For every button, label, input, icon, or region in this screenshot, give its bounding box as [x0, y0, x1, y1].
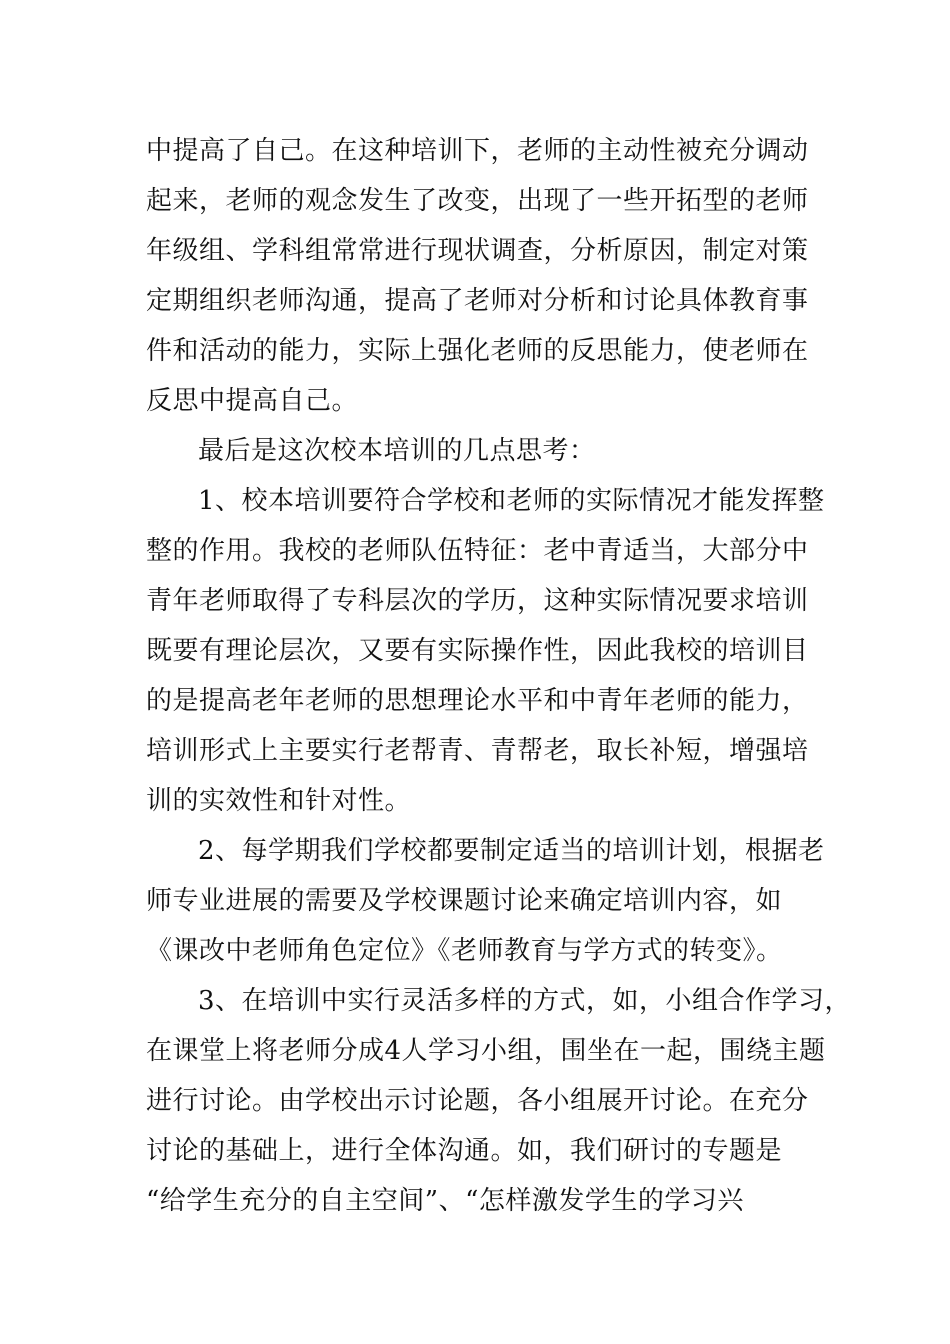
text-line: 培训形式上主要实行老帮青、青帮老，取长补短，增强培 — [146, 736, 809, 766]
text-line: 讨论的基础上，进行全体沟通。如，我们研讨的专题是 — [146, 1136, 783, 1166]
text-line: 《课改中老师角色定位》《老师教育与学方式的转变》。 — [146, 936, 783, 966]
text-line: 青年老师取得了专科层次的学历，这种实际情况要求培训 — [146, 586, 809, 616]
text-line: 起来，老师的观念发生了改变，出现了一些开拓型的老师 — [146, 186, 809, 216]
text-line: 既要有理论层次，又要有实际操作性，因此我校的培训目 — [146, 636, 809, 666]
text-line: 中提高了自己。在这种培训下，老师的主动性被充分调动 — [146, 136, 809, 166]
document-body — [146, 126, 852, 1226]
paragraph-heading: 最后是这次校本培训的几点思考： — [198, 436, 596, 466]
text-line: 在课堂上将老师分成4人学习小组，围坐在一起，围绕主题 — [146, 1036, 826, 1066]
text-line: 训的实效性和针对性。 — [146, 786, 412, 816]
text-line: 整的作用。我校的老师队伍特征：老中青适当，大部分中 — [146, 536, 809, 566]
text-line: 2、每学期我们学校都要制定适当的培训计划，根据老 — [198, 836, 825, 866]
text-line: 年级组、学科组常常进行现状调查，分析原因，制定对策 — [146, 236, 809, 266]
text-line: 进行讨论。由学校出示讨论题，各小组展开讨论。在充分 — [146, 1086, 809, 1116]
text-line: 定期组织老师沟通，提高了老师对分析和讨论具体教育事 — [146, 286, 809, 316]
text-line: “给学生充分的自主空间”、“怎样激发学生的学习兴 — [146, 1186, 744, 1216]
text-line: 3、在培训中实行灵活多样的方式，如，小组合作学习， — [198, 986, 852, 1016]
text-line: 反思中提高自己。 — [146, 386, 359, 416]
text-line: 1、校本培训要符合学校和老师的实际情况才能发挥整 — [198, 486, 825, 516]
text-line: 的是提高老年老师的思想理论水平和中青年老师的能力， — [146, 686, 809, 716]
text-line: 件和活动的能力，实际上强化老师的反思能力，使老师在 — [146, 336, 809, 366]
text-line: 师专业进展的需要及学校课题讨论来确定培训内容，如 — [146, 886, 783, 916]
